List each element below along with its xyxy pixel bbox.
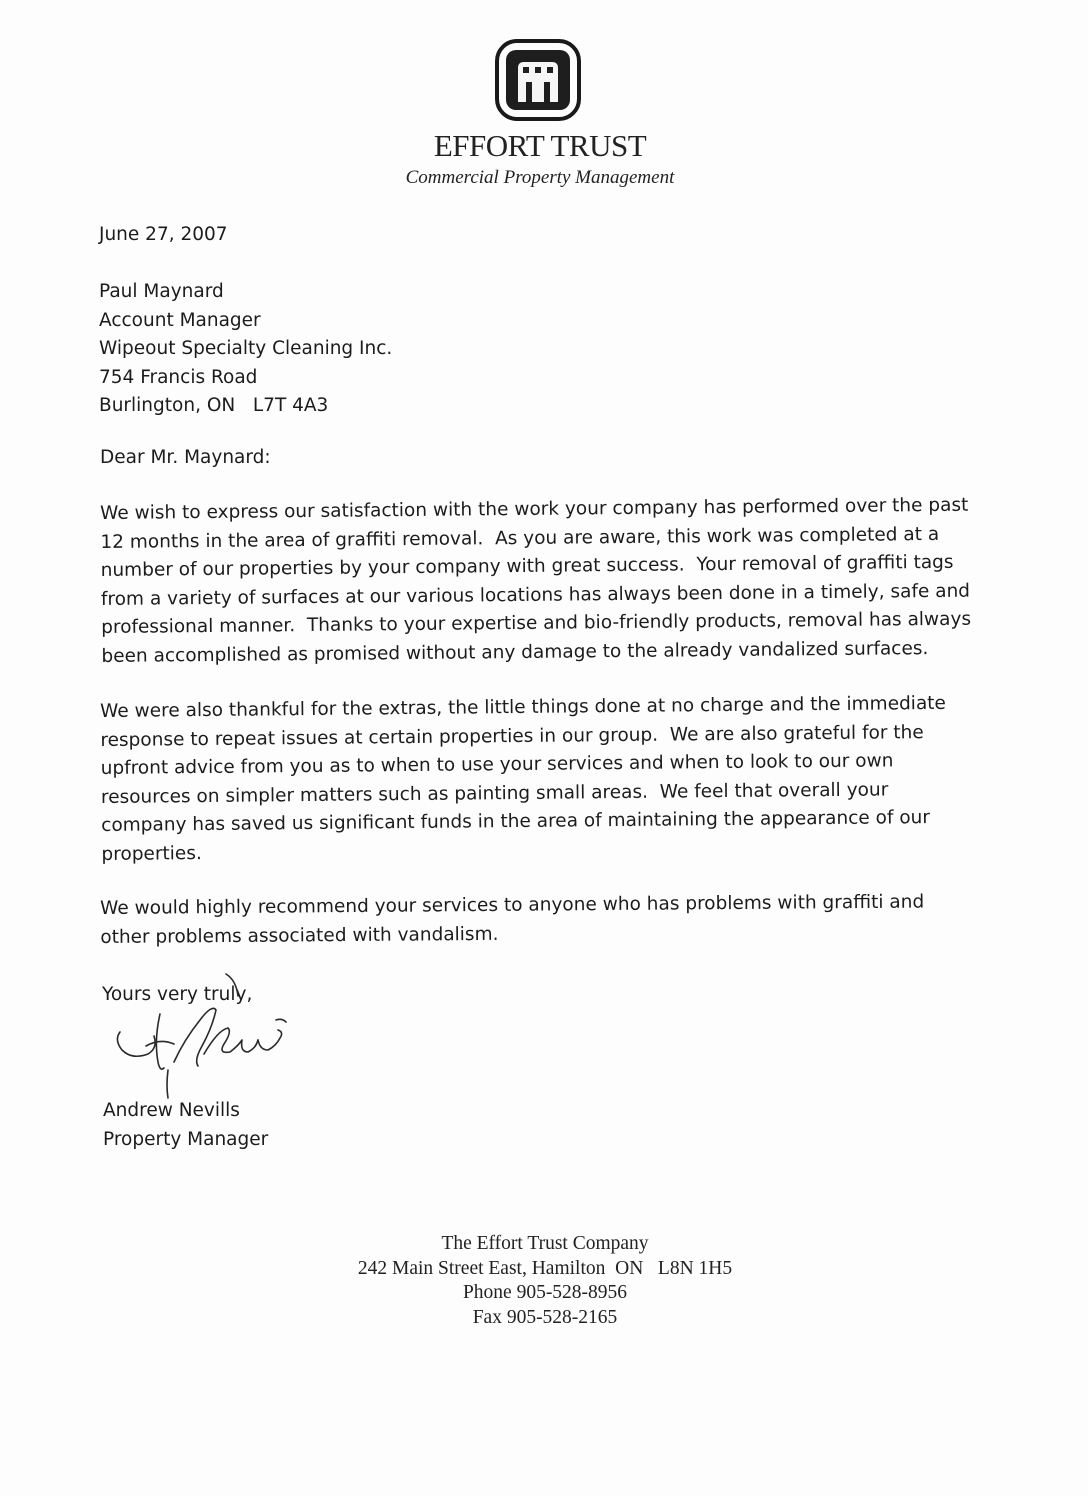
paragraph-1 [100,491,1002,671]
letter-date: June 27, 2007 [99,224,228,245]
recipient-company: Wipeout Specialty Cleaning Inc. [99,338,393,359]
footer-fax: Fax 905-528-2165 [472,1306,618,1328]
salutation: Dear Mr. Maynard: [100,447,271,468]
signer-title: Property Manager [103,1128,269,1150]
paragraph-line: 12 months in the area of graffiti removal. As you are aware, this work was completed at a [100,523,940,553]
paragraph-line: company has saved us significant funds in the area of maintaining the appearance of our [101,807,931,836]
recipient-title: Account Manager [99,309,261,331]
paragraph-line: other problems associated with vandalism. [100,923,499,948]
signer-name: Andrew Nevills [103,1100,240,1121]
paragraph-line: We were also thankful for the extras, the little things done at no charge and the immediate [100,692,946,722]
footer-address: 242 Main Street East, Hamilton ON L8N 1H5 [357,1257,733,1279]
paragraph-line: We wish to express our satisfaction with the work your company has performed over the past [100,494,969,524]
paragraph-line: been accomplished as promised without any damage to the already vandalized surfaces. [101,637,929,667]
paragraph-line: We would highly recommend your services to anyone who has problems with graffiti and [100,891,925,919]
letter-footer [330,1232,760,1330]
paragraph-line: properties. [101,842,202,865]
paragraph-line: response to repeat issues at certain properties in our group. We are also grateful for the [100,721,924,751]
recipient-name: Paul Maynard [99,281,224,302]
paragraph-line: resources on simpler matters such as painting small areas. We feel that overall your [100,778,889,808]
paragraph-line: from a variety of surfaces at our various locations has always been done in a timely, safe and [100,580,971,610]
footer-company: The Effort Trust Company [441,1233,649,1254]
footer-phone: Phone 905-528-8956 [462,1282,628,1303]
paragraph-line: number of our properties by your company with great success. Your removal of graffiti tags [100,551,954,581]
recipient-address-block [99,278,392,421]
signer-block [103,1097,268,1154]
paragraph-2 [100,689,1002,869]
paragraph-3 [100,888,1000,952]
effort-trust-logo-icon [494,38,582,122]
handwritten-signature [108,970,308,1110]
closing: Yours very truly, [102,984,253,1005]
recipient-street: 754 Francis Road [99,366,258,388]
letterhead-tagline: Commercial Property Management [405,167,675,188]
letterhead-org-name: EFFORT TRUST [433,128,647,163]
paragraph-line: professional manner. Thanks to your expertise and bio-friendly products, removal has always [101,608,972,638]
paragraph-line: upfront advice from you as to when to use your services and when to look to our own [100,750,894,779]
recipient-city-line: Burlington, ON L7T 4A3 [99,395,329,416]
